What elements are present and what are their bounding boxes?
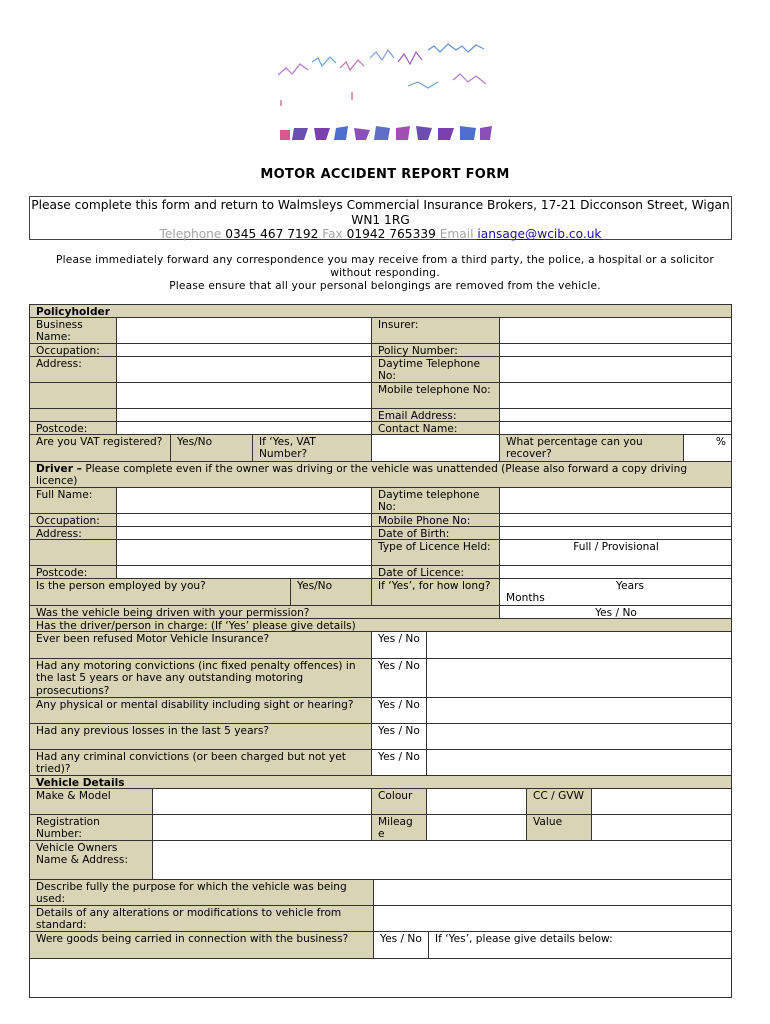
make-model-field[interactable]	[152, 788, 372, 815]
date-of-licence-label: Date of Licence:	[371, 565, 500, 579]
driver-dob-field[interactable]	[499, 526, 732, 540]
driver-heading-note: Please complete even if the owner was driving or the vehicle was unattended (Please also forward a copy driving licence)	[36, 463, 688, 488]
mileage-field[interactable]	[426, 814, 527, 841]
disability-details[interactable]	[426, 697, 732, 724]
driver-postcode-label: Postcode:	[29, 565, 117, 579]
vat-yes-no[interactable]: Yes/No	[170, 434, 253, 462]
criminal-convictions-yes-no[interactable]: Yes / No	[371, 749, 427, 776]
disability-yes-no[interactable]: Yes / No	[371, 697, 427, 724]
driver-full-name-label: Full Name:	[29, 487, 117, 514]
driver-address-field-2[interactable]	[116, 539, 372, 566]
previous-losses-yes-no[interactable]: Yes / No	[371, 723, 427, 750]
driver-address-field-1[interactable]	[116, 526, 372, 540]
telephone-number: 0345 467 7192	[225, 227, 319, 241]
motoring-convictions-question: Had any motoring convictions (inc fixed penalty offences) in the last 5 years or have any outstanding motoring prosecutions?	[29, 658, 372, 698]
form-title: MOTOR ACCIDENT REPORT FORM	[260, 167, 510, 182]
vehicle-owners-label: Vehicle Owners Name & Address:	[29, 840, 153, 880]
goods-carried-yes-no[interactable]: Yes / No	[373, 931, 429, 959]
colour-field[interactable]	[426, 788, 527, 815]
value-field[interactable]	[591, 814, 732, 841]
business-name-field[interactable]	[116, 317, 372, 344]
fax-number: 01942 765339	[346, 227, 436, 241]
notice-belongings: Please ensure that all your personal belongings are removed from the vehicle.	[169, 280, 601, 292]
vehicle-owners-field[interactable]	[152, 840, 732, 880]
refused-insurance-question: Ever been refused Motor Vehicle Insurance?	[29, 631, 372, 659]
mileage-label: Mileag e	[371, 814, 427, 841]
permission-label: Was the vehicle being driven with your permission?	[29, 605, 500, 619]
address-label: Address:	[29, 356, 117, 383]
policyholder-heading: Policyholder	[29, 304, 732, 318]
registration-field[interactable]	[152, 814, 372, 841]
refused-insurance-details[interactable]	[426, 631, 732, 659]
value-label: Value	[526, 814, 592, 841]
previous-losses-question: Had any previous losses in the last 5 years?	[29, 723, 372, 750]
daytime-telephone-label: Daytime Telephone No:	[371, 356, 500, 383]
driver-occupation-field[interactable]	[116, 513, 372, 527]
contact-details	[30, 227, 731, 242]
vat-number-field[interactable]	[371, 434, 500, 462]
driver-full-name-field[interactable]	[116, 487, 372, 514]
goods-carried-label: Were goods being carried in connection with the business?	[29, 931, 374, 959]
driver-occupation-label: Occupation:	[29, 513, 117, 527]
email-address-label: Email Address:	[371, 408, 500, 422]
goods-details-label: If ‘Yes’, please give details below:	[428, 931, 732, 959]
return-address-box	[29, 196, 732, 240]
vat-percentage-field[interactable]: %	[683, 434, 732, 462]
insurer-field[interactable]	[499, 317, 732, 344]
address-field-2[interactable]	[116, 382, 372, 409]
employed-label: Is the person employed by you?	[29, 578, 291, 606]
cc-gvw-field[interactable]	[591, 788, 732, 815]
driver-dob-label: Date of Birth:	[371, 526, 500, 540]
years-label: Years	[616, 580, 644, 592]
vehicle-details-heading: Vehicle Details	[29, 775, 732, 789]
fax-label: Fax	[322, 227, 343, 241]
make-model-label: Make & Model	[29, 788, 153, 815]
address-spacer-2	[29, 408, 117, 422]
return-address: Please complete this form and return to Walmsleys Commercial Insurance Brokers, 17-21 Dicconson Street, Wigan WN1 1RG	[31, 198, 730, 227]
colour-label: Colour	[371, 788, 427, 815]
in-charge-heading: Has the driver/person in charge: (If ‘Yes’ please give details)	[29, 618, 732, 632]
insurer-label: Insurer:	[371, 317, 500, 344]
company-logo	[278, 40, 496, 145]
driver-daytime-telephone-label: Daytime telephone No:	[371, 487, 500, 514]
address-spacer	[29, 382, 117, 409]
months-label: Months	[506, 592, 545, 605]
date-of-licence-field[interactable]	[499, 565, 732, 579]
postcode-label: Postcode:	[29, 421, 117, 435]
mobile-telephone-label: Mobile telephone No:	[371, 382, 500, 409]
driver-heading-title: Driver –	[36, 463, 82, 475]
alterations-label: Details of any alterations or modifications to vehicle from standard:	[29, 905, 374, 932]
employed-how-long-field[interactable]	[499, 578, 732, 606]
email-label: Email	[439, 227, 474, 241]
driver-daytime-telephone-field[interactable]	[499, 487, 732, 514]
occupation-label: Occupation:	[29, 343, 117, 357]
business-name-label: Business Name:	[29, 317, 117, 344]
employed-how-long-label: If ‘Yes’, for how long?	[371, 578, 500, 606]
address-field-1[interactable]	[116, 356, 372, 383]
motoring-convictions-yes-no[interactable]: Yes / No	[371, 658, 427, 698]
vehicle-purpose-field[interactable]	[373, 879, 732, 906]
registration-label: Registration Number:	[29, 814, 153, 841]
criminal-convictions-question: Had any criminal convictions (or been charged but not yet tried)?	[29, 749, 372, 776]
driver-postcode-field[interactable]	[116, 565, 372, 579]
previous-losses-details[interactable]	[426, 723, 732, 750]
motoring-convictions-details[interactable]	[426, 658, 732, 698]
notice-correspondence: Please immediately forward any correspondence you may receive from a third party, the police, a hospital or a solicitor without responding.	[56, 254, 714, 279]
driver-mobile-field[interactable]	[499, 513, 732, 527]
refused-insurance-yes-no[interactable]: Yes / No	[371, 631, 427, 659]
policy-number-field[interactable]	[499, 343, 732, 357]
alterations-field[interactable]	[373, 905, 732, 932]
driver-heading	[29, 461, 732, 488]
driver-address-spacer	[29, 539, 117, 566]
mobile-telephone-field[interactable]	[499, 382, 732, 409]
disability-question: Any physical or mental disability including sight or hearing?	[29, 697, 372, 724]
daytime-telephone-field[interactable]	[499, 356, 732, 383]
occupation-field[interactable]	[116, 343, 372, 357]
contact-name-label: Contact Name:	[371, 421, 500, 435]
notice	[40, 254, 730, 293]
email-link[interactable]: iansage@wcib.co.uk	[477, 227, 602, 241]
address-field-3[interactable]	[116, 408, 372, 422]
telephone-label: Telephone	[159, 227, 222, 241]
driver-address-label: Address:	[29, 526, 117, 540]
postcode-field[interactable]	[116, 421, 372, 435]
vat-registered-label: Are you VAT registered?	[29, 434, 171, 462]
vat-number-label: If ‘Yes, VAT Number?	[252, 434, 372, 462]
employed-yes-no[interactable]: Yes/No	[290, 578, 372, 606]
criminal-convictions-details[interactable]	[426, 749, 732, 776]
cc-gvw-label: CC / GVW	[526, 788, 592, 815]
contact-name-field[interactable]	[499, 421, 732, 435]
goods-details-field[interactable]	[29, 958, 732, 998]
permission-answer[interactable]: Yes / No	[499, 605, 732, 619]
policy-number-label: Policy Number:	[371, 343, 500, 357]
email-address-field[interactable]	[499, 408, 732, 422]
licence-type-options[interactable]: Full / Provisional	[499, 539, 732, 566]
licence-type-label: Type of Licence Held:	[371, 539, 500, 566]
driver-mobile-label: Mobile Phone No:	[371, 513, 500, 527]
vehicle-purpose-label: Describe fully the purpose for which the vehicle was being used:	[29, 879, 374, 906]
vat-percentage-label: What percentage can you recover?	[499, 434, 684, 462]
